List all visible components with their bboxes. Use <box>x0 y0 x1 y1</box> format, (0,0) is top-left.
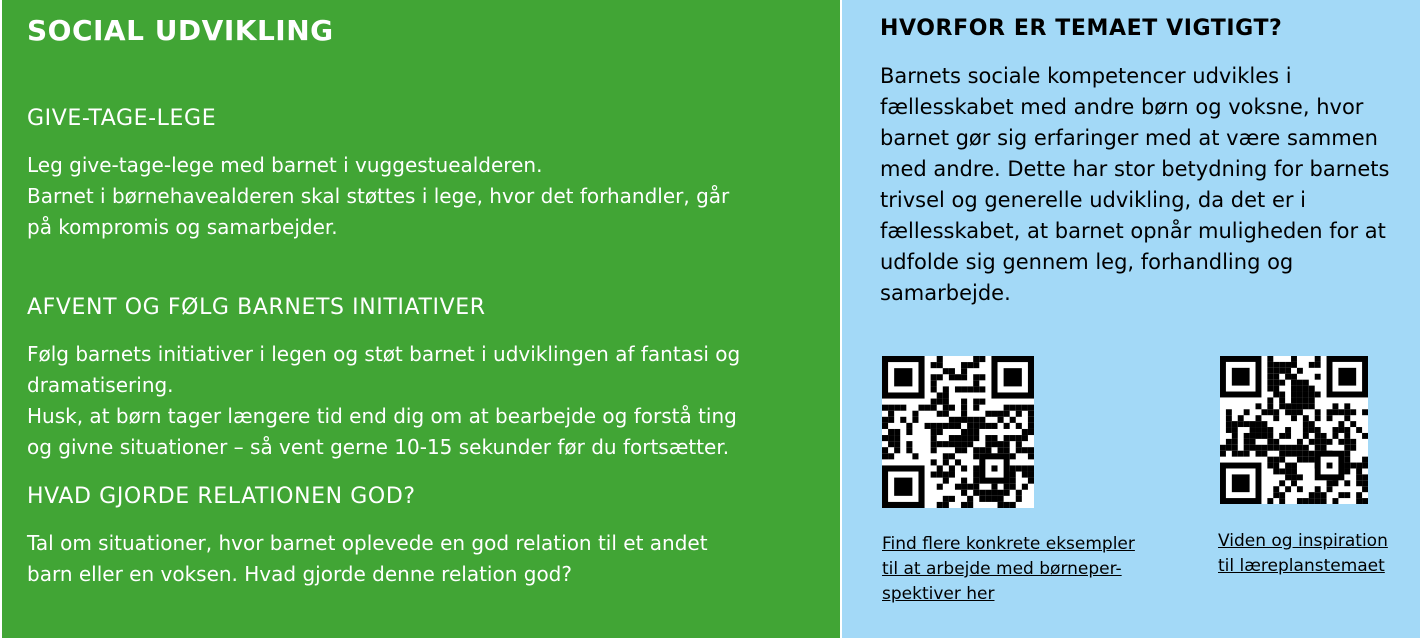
section-heading-afvent: AFVENT OG FØLG BARNETS INITIATIVER <box>27 295 486 320</box>
qr-code-examples[interactable] <box>882 356 1034 508</box>
section-heading-relation: HVAD GJORDE RELATIONEN GOD? <box>27 484 416 509</box>
section-text-afvent <box>27 339 740 463</box>
link-line: Find flere konkrete eksempler <box>882 534 1135 554</box>
text-line: Tal om situationer, hvor barnet oplevede en god relation til et andet <box>27 531 708 555</box>
text-line: og givne situationer – så vent gerne 10-15 sekunder før du fortsætter. <box>27 435 730 459</box>
qr-code-inspiration[interactable] <box>1220 356 1368 504</box>
section-text-give-tage-lege <box>27 150 729 243</box>
why-heading: HVORFOR ER TEMAET VIGTIGT? <box>880 16 1283 41</box>
text-line: på kompromis og samarbejder. <box>27 215 338 239</box>
left-panel <box>2 0 840 638</box>
text-line: Leg give-tage-lege med barnet i vuggestuealderen. <box>27 153 543 177</box>
right-panel <box>842 0 1420 638</box>
text-line: Husk, at børn tager længere tid end dig om at bearbejde og forstå ting <box>27 404 737 428</box>
why-text: Barnets sociale kompetencer udvikles i fællesskabet med andre børn og voksne, hvor barnet gør sig erfaringer med at være sammen med andre. Dette har stor betydning for barnets trivsel og generelle udvikling, da det er i fællesskabet, at barnet opnår muligheden for at udfolde sig gennem leg, forhandling og samarbejde. <box>880 64 1390 305</box>
link-inspiration[interactable] <box>1218 529 1388 579</box>
section-text-relation <box>27 528 708 590</box>
page-title: SOCIAL UDVIKLING <box>27 14 334 47</box>
link-line: til læreplanstemaet <box>1218 556 1385 576</box>
section-heading-give-tage-lege: GIVE-TAGE-LEGE <box>27 106 217 131</box>
link-line: spektiver her <box>882 584 995 604</box>
link-line: til at arbejde med børneper- <box>882 559 1122 579</box>
text-line: dramatisering. <box>27 373 174 397</box>
text-line: barn eller en voksen. Hvad gjorde denne relation god? <box>27 562 572 586</box>
text-line: Barnet i børnehavealderen skal støttes i lege, hvor det forhandler, går <box>27 184 730 208</box>
text-line: Følg barnets initiativer i legen og støt barnet i udviklingen af fantasi og <box>27 342 741 366</box>
qr-code-icon <box>882 356 1034 508</box>
qr-code-icon <box>1220 356 1368 504</box>
link-examples[interactable] <box>882 532 1135 607</box>
link-line: Viden og inspiration <box>1218 531 1388 551</box>
